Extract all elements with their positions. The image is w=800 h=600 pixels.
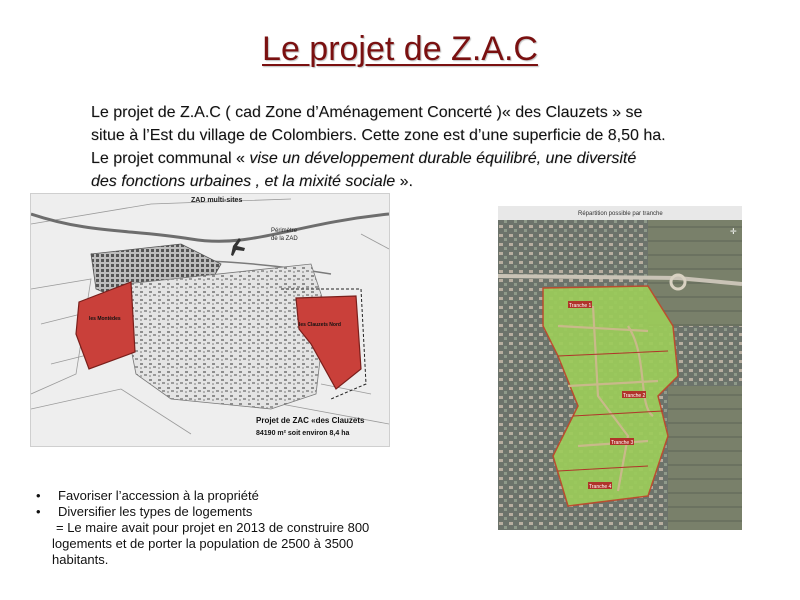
label-perimetre-2: de la ZAD — [271, 236, 298, 242]
tranches-aerial-image — [498, 206, 742, 530]
label-west-zone: les Montèdes — [89, 316, 121, 322]
objective-1: Favoriser l’accession à la propriété — [58, 488, 259, 503]
list-item — [36, 488, 456, 504]
tranche-4-label: Tranche 4 — [589, 484, 612, 490]
objective-3-line-1: = Le maire avait pour projet en 2013 de construire 800 — [56, 520, 370, 535]
objective-3-line-2: logements et de porter la population de 2500 à 3500 — [52, 536, 354, 551]
map-caption-line-2: 84190 m² soit environ 8,4 ha — [256, 430, 350, 437]
bullet-icon: • — [36, 488, 41, 503]
zad-map-image — [30, 193, 390, 447]
objectives-list — [36, 488, 456, 568]
tranches-aerial-drawing — [498, 206, 742, 530]
label-zad: ZAD multi-sites — [191, 197, 243, 204]
map-caption-line-1: Projet de ZAC «des Clauzets — [256, 416, 365, 425]
intro-line-1: Le projet de Z.A.C ( cad Zone d’Aménagement Concerté )« des Clauzets » se — [91, 104, 643, 121]
slide-title: Le projet de Z.A.C — [262, 30, 538, 68]
intro-line-3 — [91, 147, 761, 170]
tranche-1-label: Tranche 1 — [569, 303, 592, 309]
list-item — [36, 504, 456, 520]
intro-line-4 — [91, 170, 761, 193]
intro-line-4-suffix: ». — [395, 173, 413, 190]
tranche-2-label: Tranche 2 — [623, 393, 646, 399]
compass-icon: ✛ — [730, 227, 737, 236]
label-east-zone: les Clauzets Nord — [299, 322, 341, 328]
aerial-header: Répartition possible par tranche — [578, 211, 663, 217]
tranche-3-label: Tranche 3 — [611, 440, 634, 446]
zad-map-drawing — [31, 194, 389, 446]
intro-paragraph — [91, 101, 761, 193]
label-perimetre-1: Périmètre — [271, 228, 298, 234]
intro-line-3-quote: vise un développement durable équilibré, une diversité — [249, 150, 637, 167]
intro-line-3-prefix: Le projet communal « — [91, 150, 250, 167]
intro-line-2: situe à l’Est du village de Colombiers. Cette zone est d’une superficie de 8,50 ha. — [91, 127, 666, 144]
bullet-icon: • — [36, 504, 41, 519]
objective-3-line-3: habitants. — [52, 552, 109, 567]
objective-2: Diversifier les types de logements — [58, 504, 253, 519]
intro-line-4-quote: des fonctions urbaines , et la mixité sociale — [91, 173, 396, 190]
